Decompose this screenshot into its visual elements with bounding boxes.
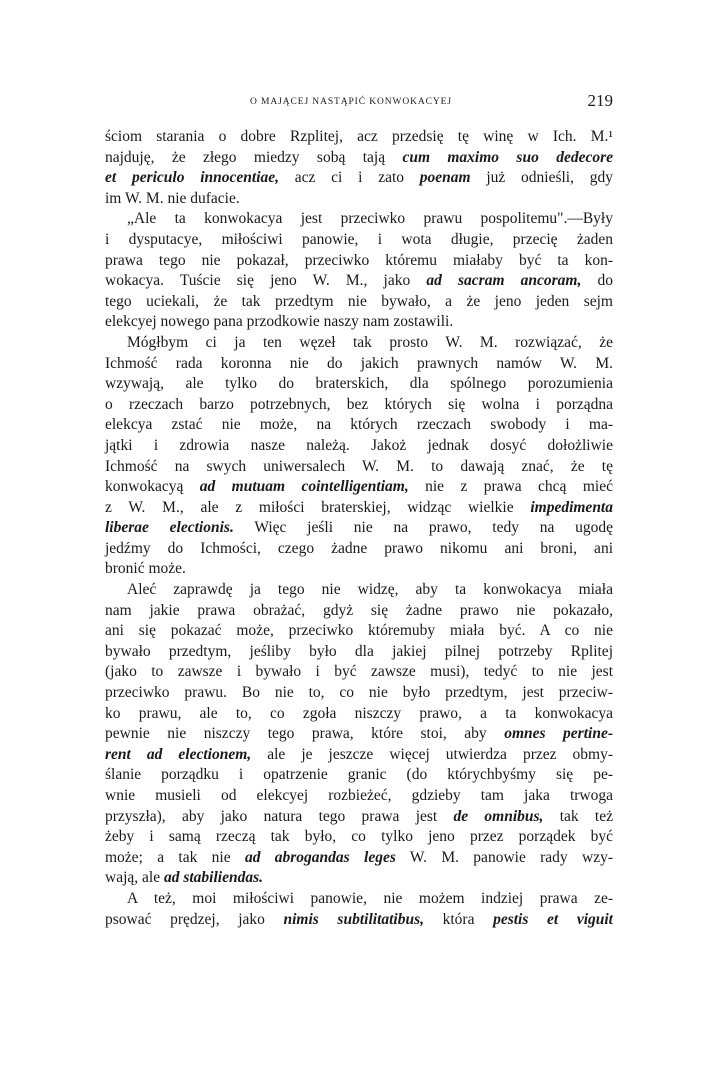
text-line [105, 559, 613, 580]
text-line [105, 374, 613, 395]
text-run: żeby i samą rzeczą tak było, co tylko jeno przez porządek być [105, 828, 613, 846]
running-head: O MAJĄCEJ NASTĄPIĆ KONWOKACYEJ [250, 97, 452, 107]
text-run: A też, moi miłościwi panowie, nie możem indziej prawa ze- [127, 889, 613, 907]
text-run: Aleć zaprawdę ja tego nie widzę, aby ta konwokacya miała [127, 581, 613, 599]
text-run: wzywają, ale tylko do braterskich, dla spólnego porozumienia [105, 375, 613, 393]
text-line [105, 498, 613, 519]
text-line [105, 889, 613, 910]
latin-phrase: et periculo innocentiae, [105, 169, 280, 187]
text-run: wnie musieli od elekcyej rozbieżeć, gdzieby tam jaka trwoga [105, 787, 613, 804]
text-run: Więc jeśli nie na prawo, tedy na ugodę [233, 519, 614, 537]
text-line [105, 333, 613, 354]
text-run: która [424, 910, 494, 928]
text-run: wokacya. Tuście się jeno W. M., jako [105, 272, 427, 290]
latin-phrase: poenam [419, 169, 471, 187]
latin-phrase: cum maximo suo dedecore [402, 148, 613, 166]
text-line [105, 271, 613, 292]
latin-phrase: omnes pertine- [504, 725, 613, 743]
text-line [105, 786, 613, 807]
text-line [105, 209, 613, 230]
text-run: (jako to zawsze i bywało i być zawsze musi), tedyć to nie jest [105, 663, 613, 681]
text-line [105, 662, 613, 683]
text-line [105, 868, 613, 889]
text-run: elekcya zstać nie może, na których rzeczach swobody i ma- [105, 416, 613, 434]
latin-phrase: ad sacram ancoram, [426, 272, 582, 290]
latin-phrase: nimis subtilitatibus, [283, 910, 425, 928]
text-run: i dysputacye, miłościwi panowie, i wota długie, przecię żaden [105, 230, 613, 248]
text-run: tego uciekali, że tak przedtym nie bywało, a że jeno jeden sejm [105, 292, 613, 310]
text-run: pewnie nie niszczy tego prawa, które stoi, aby [105, 725, 505, 743]
latin-phrase: liberae electionis. [105, 519, 234, 537]
page-header [105, 93, 613, 115]
latin-phrase: ad mutuam cointelligentiam, [199, 478, 409, 496]
text-line [105, 601, 613, 622]
text-line [105, 539, 613, 560]
text-run: najduję, że złego miedzy sobą tają [105, 148, 403, 166]
text-run: nie z prawa chcą mieć [408, 478, 613, 496]
text-run: acz ci i zato [279, 169, 420, 187]
text-run: W. M. panowie rady wzy- [395, 848, 613, 866]
text-line [105, 230, 613, 251]
text-line [105, 354, 613, 375]
text-line [105, 765, 613, 786]
text-line [105, 292, 613, 313]
text-run: jątki i zdrowia nasze należą. Jakoż jednak dosyć dołożliwie [105, 436, 613, 454]
text-run: przeciwko prawu. Bo nie to, co nie było przedtym, jest przeciw- [105, 684, 613, 702]
latin-phrase: ad stabiliendas. [163, 869, 263, 887]
text-line [105, 189, 613, 210]
text-run: Ichmość rada koronna nie do jakich prawnych namów W. M. [105, 354, 613, 372]
text-run: tak też [543, 807, 613, 825]
text-line [105, 827, 613, 848]
latin-phrase: de omnibus, [453, 807, 544, 825]
text-line [105, 312, 613, 333]
text-run: nam jakie prawa obrażać, gdyż się żadne prawo nie pokazało, [105, 601, 613, 619]
text-line [105, 642, 613, 663]
page-number: 219 [587, 91, 613, 110]
text-line [105, 848, 613, 869]
text-run: „Ale ta konwokacya jest przeciwko prawu pospolitemu".—Były [127, 210, 613, 228]
text-line [105, 621, 613, 642]
text-run: ko prawu, ale to, co zgoła niszczy prawo, a ta konwokacya [105, 704, 613, 722]
latin-phrase: rent ad electionem, [105, 745, 252, 763]
text-line [105, 683, 613, 704]
latin-phrase: impedimenta [530, 498, 613, 516]
text-run: już odnieśli, gdy [470, 169, 613, 187]
text-line [105, 745, 613, 766]
text-run: im W. M. nie dufacie. [105, 189, 240, 207]
text-run: ani się pokazać może, przeciwko któremuby miała być. A co nie [105, 622, 613, 640]
text-run: ale je jeszcze więcej utwierdza przez obmy- [251, 745, 614, 763]
text-line [105, 457, 613, 478]
text-line [105, 436, 613, 457]
text-run: przyszła), aby jako natura tego prawa jest [105, 807, 454, 825]
text-line [105, 477, 613, 498]
latin-phrase: ad abrogandas leges [244, 848, 396, 866]
text-line [105, 168, 613, 189]
text-run: może; a tak nie [105, 848, 245, 866]
text-line [105, 704, 613, 725]
text-run: elekcyej nowego pana przodkowie naszy nam zostawili. [105, 313, 454, 331]
text-line [105, 518, 613, 539]
text-run: jedźmy do Ichmości, czego żadne prawo nikomu ani broni, ani [105, 539, 613, 557]
text-line [105, 251, 613, 272]
text-run: Mógłbym ci ja ten węzeł tak prosto W. M. rozwiązać, że [127, 333, 613, 351]
text-run: ślanie porządku i opatrzenie granic (do którychbyśmy się pe- [105, 766, 613, 784]
text-line [105, 807, 613, 828]
text-run: psować prędzej, jako [105, 910, 284, 928]
text-run: ściom starania o dobre Rzplitej, acz przedsię tę winę w Ich. M.¹ [105, 128, 613, 145]
text-run: bywało przedtym, jeśliby było dla jakiej pilnej potrzeby Rplitej [105, 642, 613, 660]
text-line [105, 395, 613, 416]
text-line [105, 127, 613, 148]
text-line [105, 415, 613, 436]
text-line [105, 724, 613, 745]
text-run: konwokacyą [105, 478, 200, 496]
text-run: bronić może. [105, 560, 186, 578]
text-run: z W. M., ale z miłości braterskiej, widząc wielkie [105, 498, 531, 516]
latin-phrase: pestis et viguit [493, 910, 613, 928]
text-run: do [581, 272, 613, 290]
text-run: wają, ale [105, 869, 164, 887]
text-run: o rzeczach barzo potrzebnych, bez których się wolna i porządna [105, 395, 613, 413]
text-run: Ichmość na swych uniwersalech W. M. to dawają znać, że tę [105, 457, 613, 475]
text-line [105, 148, 613, 169]
body-text [105, 127, 613, 930]
text-run: prawa tego nie pokazał, przeciwko któremu miałaby być ta kon- [105, 251, 613, 269]
text-line [105, 910, 613, 931]
text-line [105, 580, 613, 601]
